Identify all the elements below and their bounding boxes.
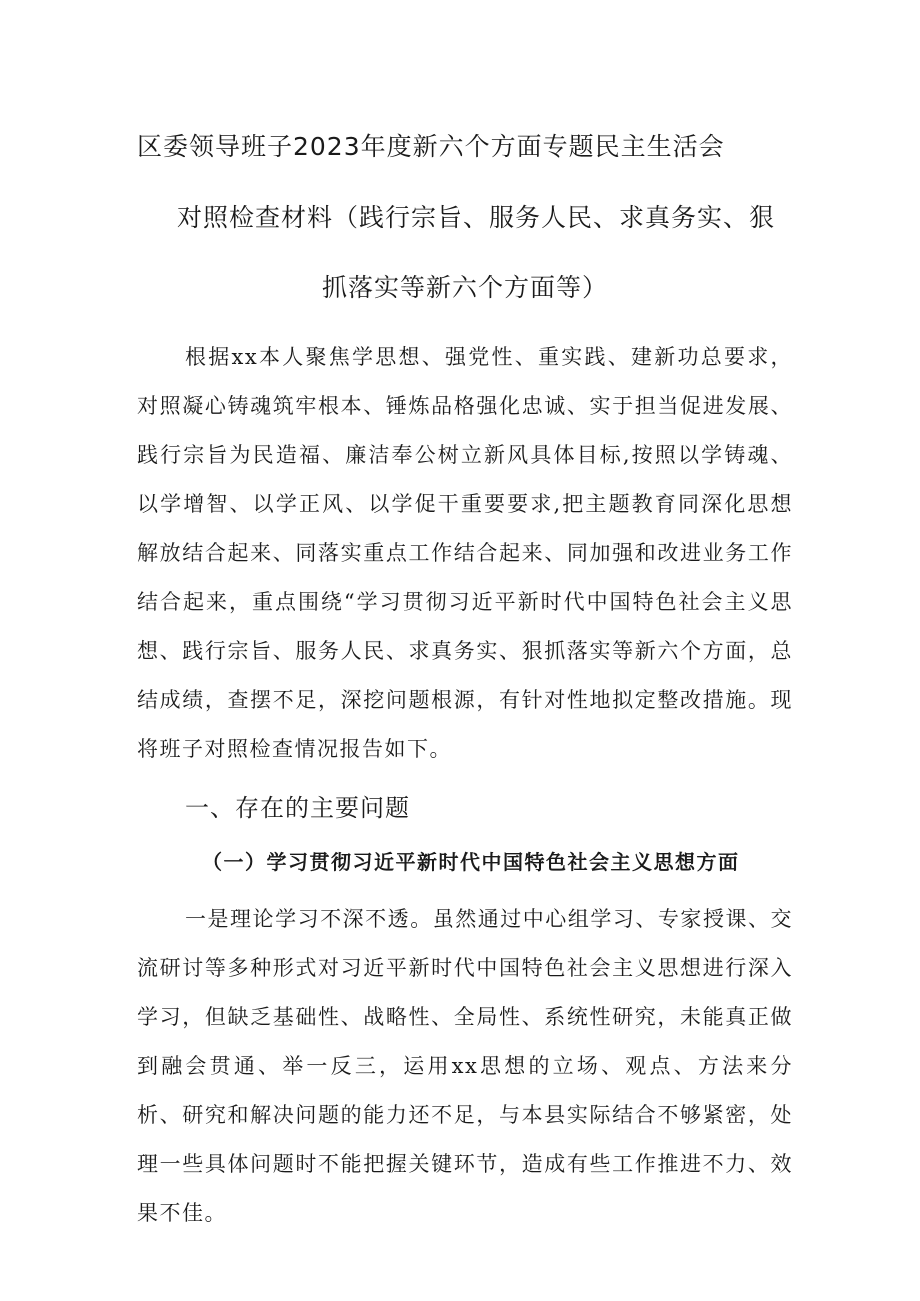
document-title-line-2: 对照检查材料（践行宗旨、服务人民、求真务实、狠	[177, 203, 776, 232]
document-title-line-3: 抓落实等新六个方面等）	[322, 273, 609, 302]
subsection-heading: （一）学习贯彻习近平新时代中国特色社会主义思想方面	[202, 850, 740, 874]
section-heading: 一、存在的主要问题	[185, 794, 410, 822]
document-title-line-1: 区委领导班子2023年度新六个方面专题民主生活会	[137, 132, 725, 161]
problem-paragraph: 一是理论学习不深不透。虽然通过中心组学习、专家授课、交流研讨等多种形式对习近平新时代中国特色社会主义思想进行深入学习，但缺乏基础性、战略性、全局性、系统性研究，未能真正做到融会贯通、举一反三，运用xx思想的立场、观点、方法来分析、研究和解决问题的能力还不足，与本县实际结合不够紧密，处理一些具体问题时不能把握关键环节，造成有些工作推进不力、效果不佳。	[137, 907, 793, 1225]
intro-paragraph: 根据xx本人聚焦学思想、强党性、重实践、建新功总要求，对照凝心铸魂筑牢根本、锤炼品格强化忠诚、实于担当促进发展、践行宗旨为民造福、廉洁奉公树立新风具体目标,按照以学铸魂、以学增智、以学正风、以学促干重要要求,把主题教育同深化思想解放结合起来、同落实重点工作结合起来、同加强和改进业务工作结合起来，重点围绕“学习贯彻习近平新时代中国特色社会主义思想、践行宗旨、服务人民、求真务实、狠抓落实等新六个方面，总结成绩，查摆不足，深挖问题根源，有针对性地拟定整改措施。现将班子对照检查情况报告如下。	[137, 345, 793, 761]
